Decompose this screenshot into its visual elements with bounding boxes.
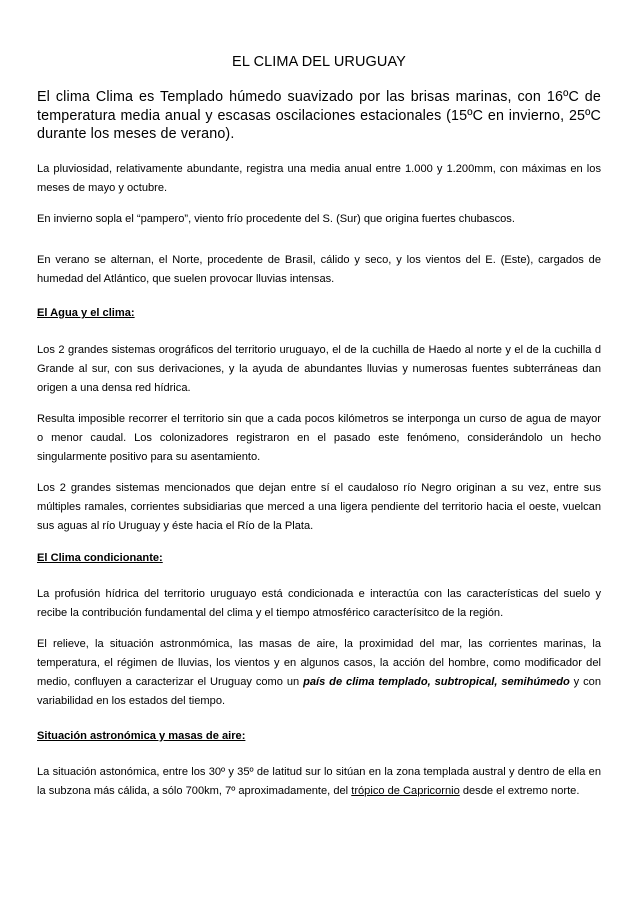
heading-agua-clima: El Agua y el clima:	[37, 307, 135, 319]
paragraph-sistemas-orograficos: Los 2 grandes sistemas orográficos del territorio uruguayo, el de la cuchilla de Haedo al norte y el de la cuchilla d Grande al sur, con sus derivaciones, y la ayuda de abundantes lluvias y numerosas fuentes subterráneas dan origen a una densa red hídrica.	[37, 344, 601, 394]
clima-emphasis: país de clima templado, subtropical, semihúmedo	[303, 676, 570, 688]
astronomica-text-start: La situación astonómica, entre los 30º y 35º de latitud sur lo sitúan en la zona templada austral y dentro de ella en la subzona más cálida, a sólo 700km, 7º aproximadamente, del	[37, 766, 601, 797]
document-title: EL CLIMA DEL URUGUAY	[232, 54, 406, 70]
paragraph-recorrer-territorio: Resulta imposible recorrer el territorio sin que a cada pocos kilómetros se interponga un curso de agua de mayor o menor caudal. Los colonizadores registraron en el pasado este fenómeno, considerándolo un hecho singularmente positivo para su asentamiento.	[37, 413, 601, 463]
relieve-text-end: y con variabilidad en los estados del tiempo.	[37, 676, 601, 707]
tropico-link[interactable]: trópico de Capricornio	[351, 785, 460, 797]
paragraph-verano: En verano se alternan, el Norte, procedente de Brasil, cálido y seco, y los vientos del E. (Este), cargados de humedad del Atlántico, que suelen provocar lluvias intensas.	[37, 254, 601, 285]
heading-situacion-astronomica: Situación astronómica y masas de aire:	[37, 730, 246, 742]
relieve-text-start: El relieve, la situación astronmómica, las masas de aire, la proximidad del mar, las corrientes marinas, la temperatura, el régimen de lluvias, los vientos y en algunos casos, la acción del hombre, como modificador del medio, confluyen a caracterizar el Uruguay como un	[37, 638, 601, 688]
intro-paragraph: El clima Clima es Templado húmedo suavizado por las brisas marinas, con 16ºC de temperatura media anual y escasas oscilaciones estacionales (15ºC en invierno, 25ºC durante los meses de verano).	[37, 89, 601, 142]
astronomica-text-end: desde el extremo norte.	[459, 785, 580, 797]
paragraph-rio-negro: Los 2 grandes sistemas mencionados que dejan entre sí el caudaloso río Negro originan a su vez, entre sus múltiples ramales, corrientes subsidiarias que merced a una ligera pendiente del territorio hacia el oeste, vuelcan sus aguas al río Uruguay y éste hacia el Río de la Plata.	[37, 482, 601, 532]
heading-clima-condicionante: El Clima condicionante:	[37, 552, 163, 564]
paragraph-pampero: En invierno sopla el “pampero”, viento frío procedente del S. (Sur) que origina fuertes chubascos.	[37, 213, 515, 225]
paragraph-situacion-astronomica	[37, 763, 601, 801]
paragraph-pluviosidad: La pluviosidad, relativamente abundante, registra una media anual entre 1.000 y 1.200mm, con máximas en los meses de mayo y octubre.	[37, 163, 601, 194]
paragraph-relieve	[37, 635, 601, 711]
paragraph-profusion-hidrica: La profusión hídrica del territorio uruguayo está condicionada e interactúa con las características del suelo y recibe la contribución fundamental del clima y el tiempo atmosférico caracterísitco de la región.	[37, 588, 601, 619]
